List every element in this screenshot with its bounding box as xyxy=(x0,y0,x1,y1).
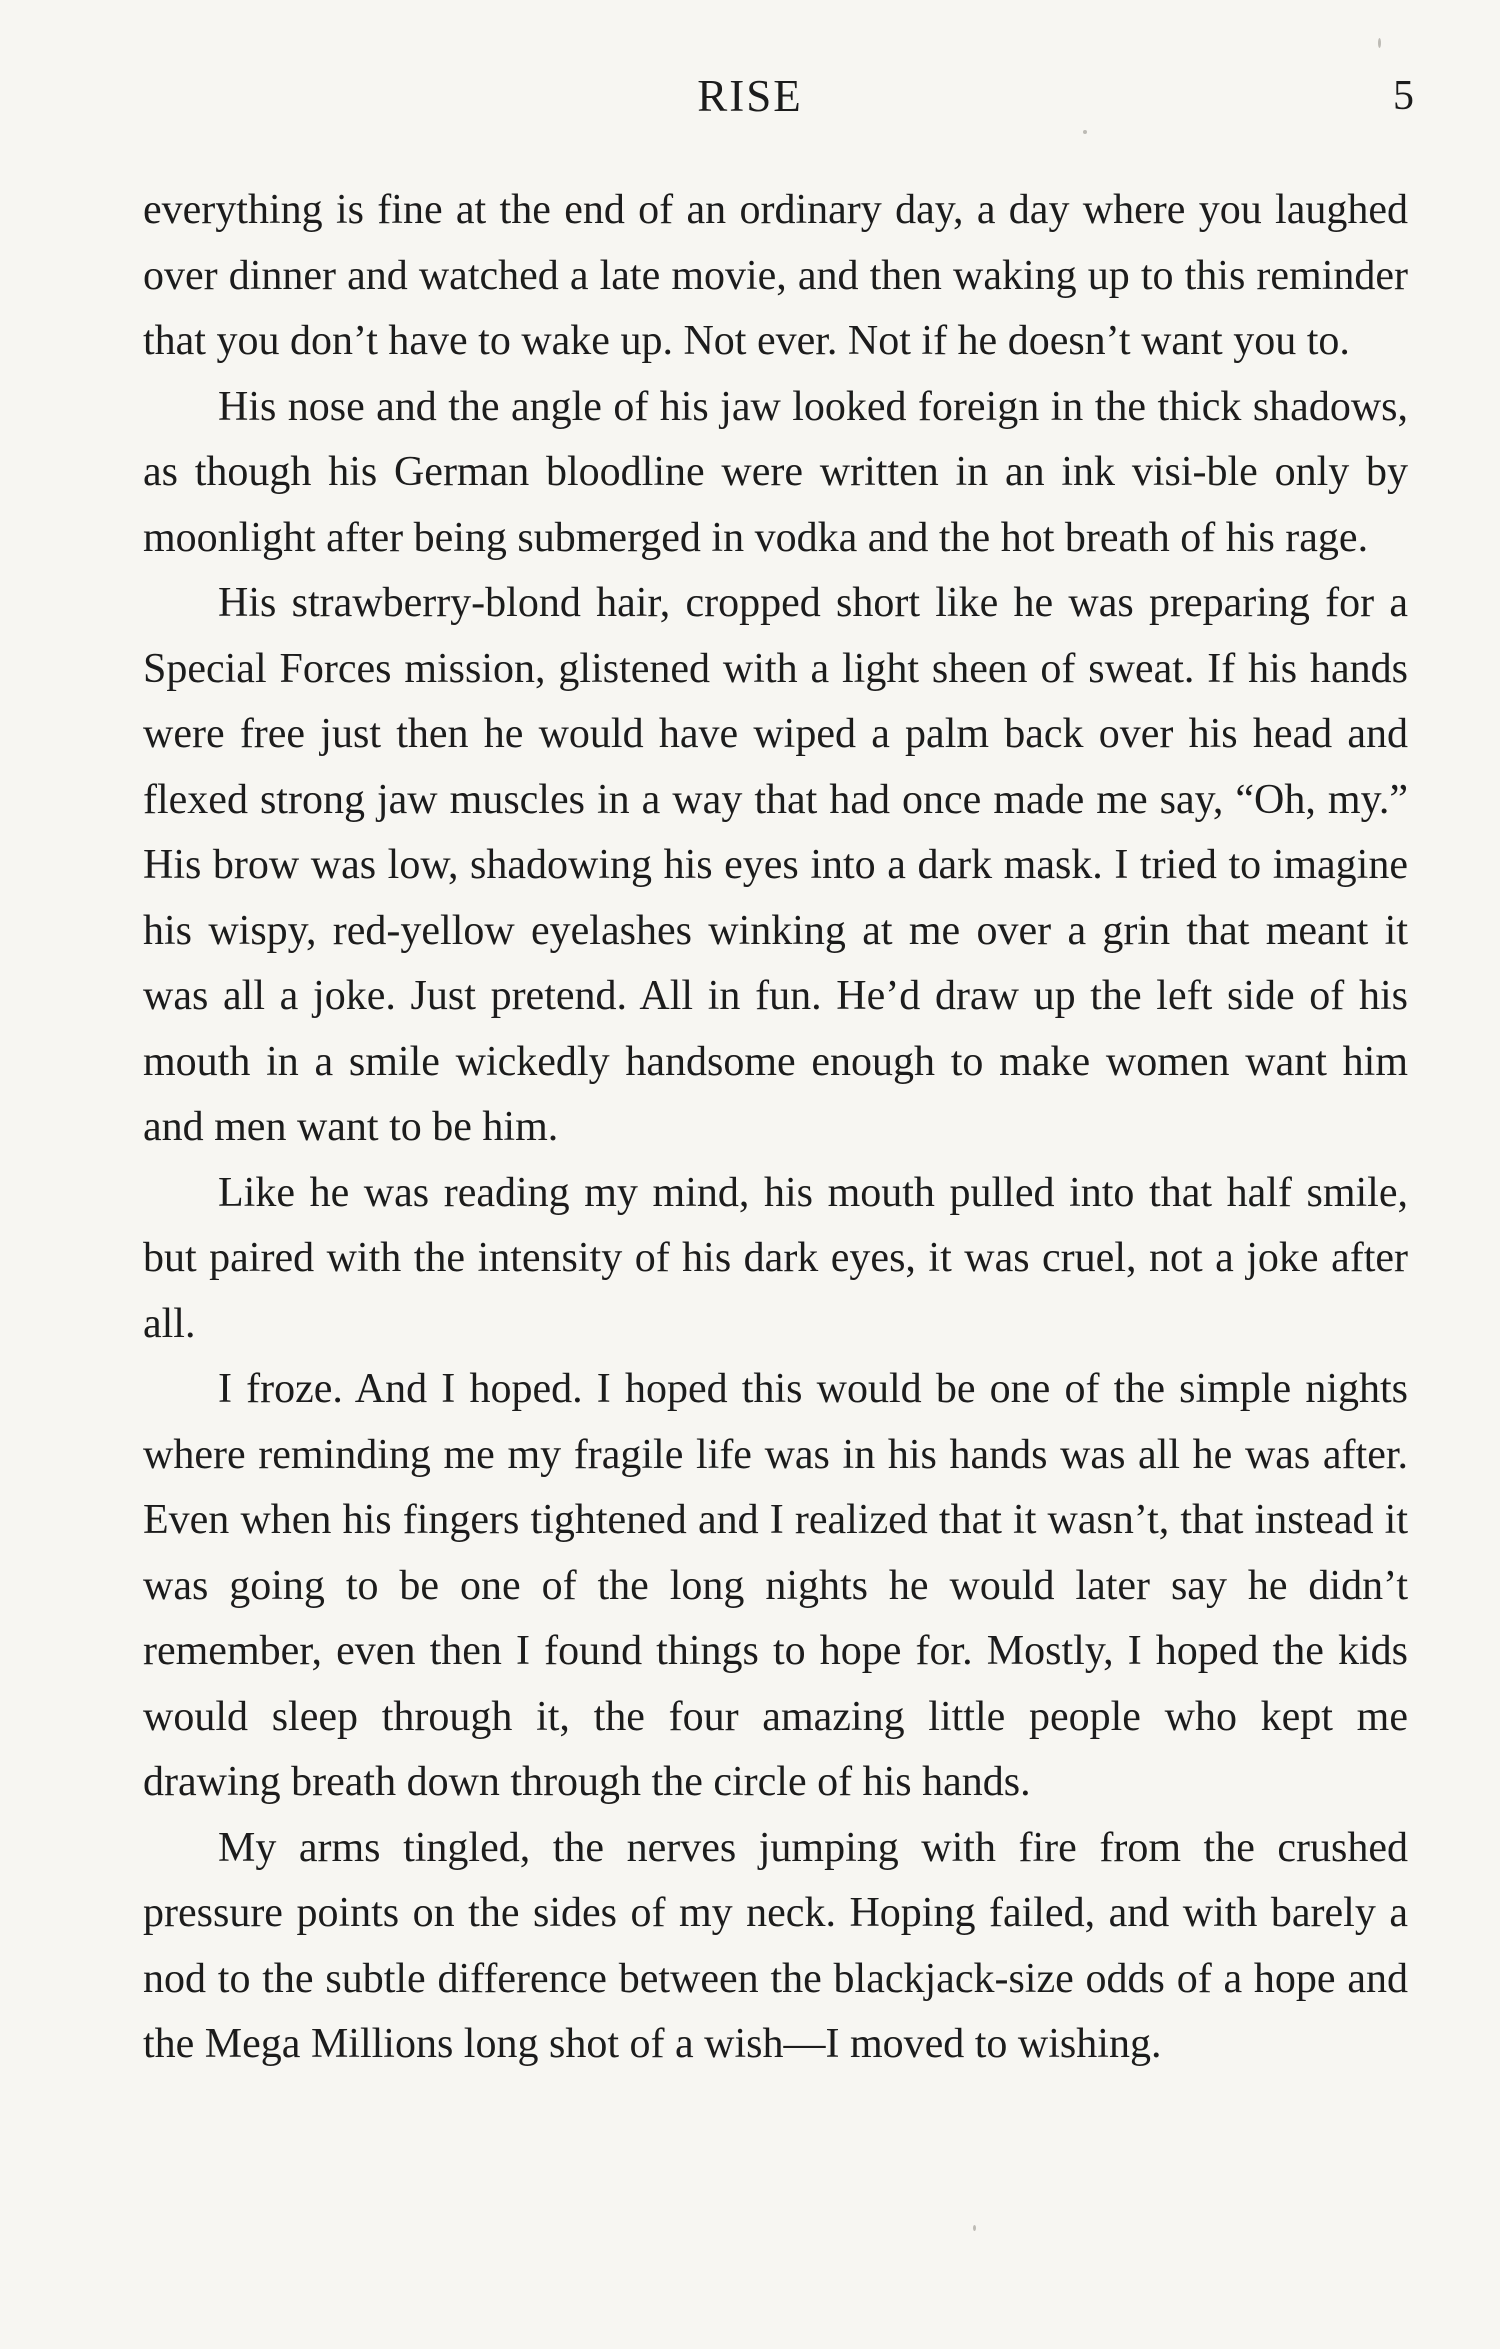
running-title: RISE xyxy=(697,71,803,121)
paragraph: Like he was reading my mind, his mouth pulled into that half smile, but paired with the intensity of his dark eyes, it was cruel, not a joke after all. xyxy=(143,1169,1408,1347)
paragraph: My arms tingled, the nerves jumping with fire from the crushed pressure points on the sides of my neck. Hoping failed, and with barely a nod to the subtle difference between the blackjack-size odds of a hope and the Mega Millions long shot of a wish—I moved to wishing. xyxy=(143,1824,1408,2067)
paragraph: I froze. And I hoped. I hoped this would be one of the simple nights where reminding me my fragile life was in his hands was all he was after. Even when his fingers tightened and I realized that it wasn’t, that instead it was going to be one of the long nights he would later say he didn’t remember, even then I found things to hope for. Mostly, I hoped the kids would sleep through it, the four amazing little people who kept me drawing breath down through the circle of his hands. xyxy=(143,1366,1408,1805)
paper-speck xyxy=(1083,130,1087,134)
paragraph-continued: everything is fine at the end of an ordinary day, a day where you laughed over dinner and watched a late movie, and then waking up to this reminder that you don’t have to wake up. Not ever. Not if he doesn’t want you to. xyxy=(143,187,1408,364)
paragraph: His strawberry-blond hair, cropped short like he was preparing for a Special Forces mission, glistened with a light sheen of sweat. If his hands were free just then he would have wiped a palm back over his head and flexed strong jaw muscles in a way that had once made me say, “Oh, my.” His brow was low, shadowing his eyes into a dark mask. I tried to imagine his wispy, red-yellow eyelashes winking at me over a grin that meant it was all a joke. Just pretend. All in fun. He’d draw up the left side of his mouth in a smile wickedly handsome enough to make women want him and men want to be him. xyxy=(143,580,1408,1150)
paper-speck xyxy=(973,2225,976,2231)
running-head xyxy=(0,66,1500,126)
paper-speck xyxy=(1378,38,1381,48)
page-number: 5 xyxy=(1393,73,1414,119)
body-text xyxy=(143,178,1408,2078)
paragraph: His nose and the angle of his jaw looked foreign in the thick shadows, as though his German bloodline were written in an ink visi-ble only by moonlight after being submerged in vodka and the hot breath of his rage. xyxy=(143,383,1408,561)
